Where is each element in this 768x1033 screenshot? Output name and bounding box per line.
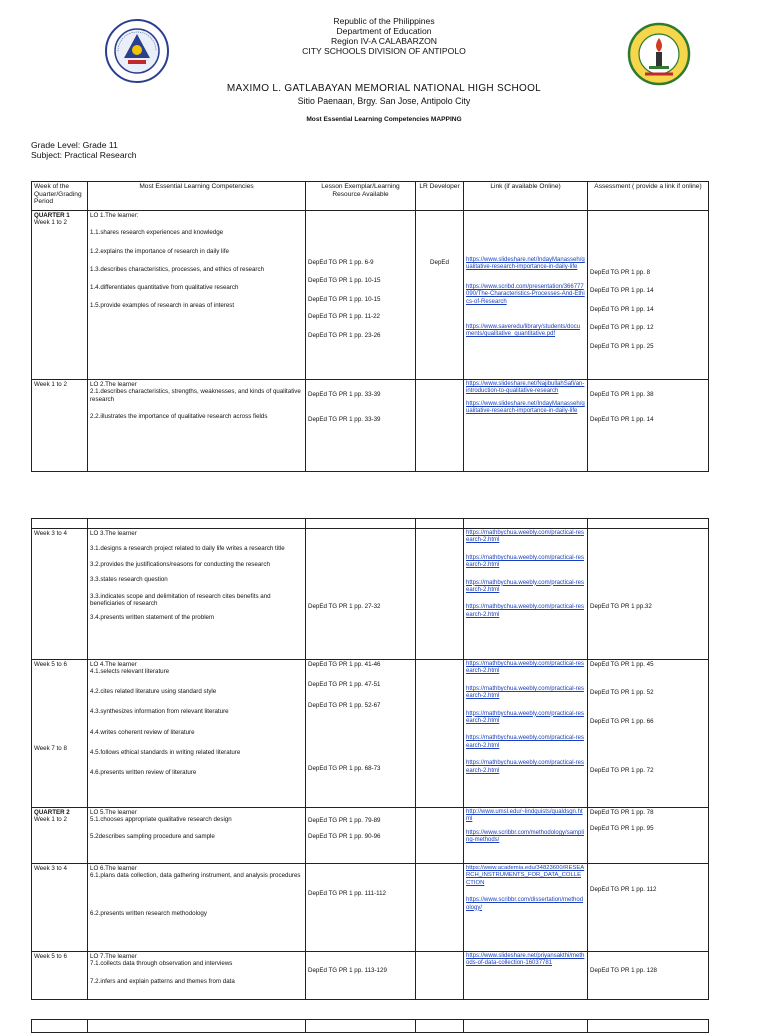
resource-item: DepEd TG PR 1 pp. 79-89 (308, 817, 381, 824)
assessment-item: DepEd TG PR 1 pp. 66 (590, 717, 654, 725)
assessment-item: DepEd TG PR 1 pp.32 (590, 603, 652, 610)
table-spacer-row (32, 519, 709, 529)
quarter-label: QUARTER 2 (34, 809, 70, 816)
resource-item: DepEd TG PR 1 pp. 47-51 (308, 681, 381, 689)
subject: Subject: Practical Research (31, 150, 137, 160)
resource-link[interactable]: https://mathbychua.weebly.com/practical-research-2.html (466, 685, 584, 700)
col-week-header: Week of the Quarter/Grading Period (32, 182, 88, 211)
competency-item: 4.2.cites related literature using standard style (90, 687, 217, 695)
competency-item: 3.3.indicates scope and delimitation of research cites benefits and beneficiaries of research (90, 592, 271, 608)
resource-item: DepEd TG PR 1 pp. 52-67 (308, 701, 381, 709)
resource-link[interactable]: https://mathbychua.weebly.com/practical-research-2.html (466, 735, 584, 749)
resource-item: DepEd TG PR 1 pp. 10-15 (308, 295, 381, 303)
competency-item: 2.2.illustrates the importance of qualitative research across fields (90, 413, 268, 421)
resource-link[interactable]: https://www.slideshare.net/priyansakthi/methods-of-data-collection-16037781 (466, 953, 585, 967)
resource-item: DepEd TG PR 1 pp. 6-9 (308, 259, 374, 266)
resource-link[interactable]: https://mathbychua.weebly.com/practical-research-2.html (466, 554, 584, 569)
assessment-item: DepEd TG PR 1 pp. 14 (590, 416, 654, 424)
assessment-item: DepEd TG PR 1 pp. 95 (590, 825, 654, 833)
competency-item: 2.1.describes characteristics, strengths, weaknesses, and kinds of qualitative research (90, 388, 301, 403)
week-label: Week 7 to 8 (34, 745, 67, 753)
resource-link[interactable]: https://www.academia.edu/34823600/RESEARCH_INSTRUMENTS_FOR_DATA_COLLECTION (466, 865, 585, 886)
header-line-3: Region IV-A CALABARZON (330, 36, 438, 46)
assessment-item: DepEd TG PR 1 pp. 78 (590, 809, 654, 816)
lo-label: LO 3.The learner (90, 530, 137, 537)
assessment-item: DepEd TG PR 1 pp. 25 (590, 342, 654, 350)
week-label: Week 1 to 2 (34, 816, 67, 824)
table-row (32, 380, 709, 472)
resource-link[interactable]: https://mathbychua.weebly.com/practical-research-2.html (466, 579, 584, 594)
competency-item: 4.5.follows ethical standards in writing related literature (90, 749, 241, 757)
resource-link[interactable]: https://mathbychua.weebly.com/practical-research-2.html (466, 661, 584, 675)
grade-level: Grade Level: Grade 11 (31, 140, 118, 150)
resource-link[interactable]: https://mathbychua.weebly.com/practical-research-2.html (466, 604, 584, 618)
resource-link[interactable]: https://mathbychua.weebly.com/practical-research-2.html (466, 710, 584, 725)
week-label: Week 5 to 6 (34, 661, 67, 668)
col-link-header: Link (if available Online) (464, 182, 588, 211)
week-label: Week 1 to 2 (34, 381, 67, 388)
resource-link[interactable]: https://www.slideshare.net/IndayManasseh/qualitative-research-importance-in-daily-life (466, 257, 585, 271)
competency-item: 3.2.provides the justifications/reasons for conducting the research (90, 560, 270, 568)
melc-table-page-1 (31, 181, 709, 472)
lr-developer: DepEd (430, 259, 449, 266)
header-line-2: Department of Education (336, 26, 432, 36)
resource-item: DepEd TG PR 1 pp. 10-15 (308, 277, 381, 285)
resource-link[interactable]: https://mathbychua.weebly.com/practical-research-2.html (466, 530, 584, 544)
table-row (32, 529, 709, 660)
school-seal-icon (627, 22, 691, 91)
table-row (32, 660, 709, 808)
resource-link[interactable]: https://www.slideshare.net/IndayManasseh/qualitative-research-importance-in-daily-life (466, 400, 585, 415)
lo-label: LO 2.The learner (90, 381, 137, 388)
quarter-label: QUARTER 1 (34, 212, 70, 219)
competency-item: 6.1.plans data collection, data gathering instrument, and analysis procedures (90, 872, 301, 880)
assessment-item: DepEd TG PR 1 pp. 45 (590, 661, 654, 668)
table-row (32, 211, 709, 380)
competency-item: 6.2.presents written research methodology (90, 909, 207, 917)
resource-link[interactable]: https://www.scribd.com/presentation/366777090/The-Characteristics-Processes-And-Ethics-of-Research (466, 283, 585, 305)
resource-item: DepEd TG PR 1 pp. 90-96 (308, 833, 381, 841)
competency-item: 7.1.collects data through observation and interviews (90, 960, 233, 968)
assessment-item: DepEd TG PR 1 pp. 128 (590, 967, 657, 974)
resource-item: DepEd TG PR 1 pp. 23-26 (308, 331, 381, 339)
lo-label: LO 7.The learner (90, 953, 137, 960)
lo-label: LO 6.The learner (90, 865, 137, 872)
competency-item: 1.5.provide examples of research in areas of interest (90, 302, 235, 310)
resource-link[interactable]: https://mathbychua.weebly.com/practical-research-2.html (466, 760, 584, 774)
assessment-item: DepEd TG PR 1 pp. 38 (590, 391, 654, 398)
lo-label: LO 5.The learner (90, 809, 137, 816)
melc-table-page-2 (31, 518, 709, 1000)
competency-item: 3.3.states research question (90, 576, 168, 584)
competency-item: 1.1.shares research experiences and knowledge (90, 229, 224, 237)
resource-link[interactable]: https://www.scribbr.com/methodology/sampling-methods/ (466, 829, 585, 844)
table-row (32, 864, 709, 952)
week-label: Week 1 to 2 (34, 219, 67, 227)
resource-item: DepEd TG PR 1 pp. 27-32 (308, 603, 381, 610)
resource-item: DepEd TG PR 1 pp. 68-73 (308, 765, 381, 773)
lo-label: LO 4.The learner (90, 661, 137, 668)
assessment-item: DepEd TG PR 1 pp. 112 (590, 886, 657, 893)
school-name: MAXIMO L. GATLABAYAN MEMORIAL NATIONAL HIGH SCHOOL (226, 83, 542, 94)
col-assessment-header: Assessment ( provide a link if online) (588, 182, 709, 211)
assessment-item: DepEd TG PR 1 pp. 52 (590, 689, 654, 697)
assessment-item: DepEd TG PR 1 pp. 14 (590, 305, 654, 313)
competency-item: 1.3.describes characteristics, processes, and ethics of research (90, 266, 265, 274)
competency-item: 4.3.synthesizes information from relevant literature (90, 708, 229, 716)
col-competencies-header: Most Essential Learning Competencies (88, 182, 306, 211)
competency-item: 1.4.differentiates quantitative from qualitative research (90, 283, 239, 291)
col-resource-header: Lesson Exemplar/Learning Resource Available (306, 182, 416, 211)
assessment-item: DepEd TG PR 1 pp. 72 (590, 767, 654, 775)
assessment-item: DepEd TG PR 1 pp. 8 (590, 269, 651, 276)
melc-table-page-3-edge (31, 1019, 709, 1033)
resource-item: DepEd TG PR 1 pp. 41-46 (308, 661, 381, 668)
competency-item: 3.1.designs a research project related to daily life writes a research title (90, 545, 285, 553)
resource-item: DepEd TG PR 1 pp. 33-39 (308, 416, 381, 424)
table-header-row (32, 182, 709, 211)
document-title: Most Essential Learning Competencies MAPPING (306, 116, 462, 123)
header-line-1: Republic of the Philippines (333, 16, 435, 26)
competency-item: 1.2.explains the importance of research in daily life (90, 247, 229, 255)
competency-item: 4.4.writes coherent review of literature (90, 728, 195, 736)
table-row (32, 808, 709, 864)
table-row (32, 952, 709, 1000)
week-label: Week 3 to 4 (34, 530, 67, 537)
lo-label: LO 1.The learner: (90, 212, 139, 219)
col-developer-header: LR Developer (416, 182, 464, 211)
assessment-item: DepEd TG PR 1 pp. 14 (590, 287, 654, 295)
resource-item: DepEd TG PR 1 pp. 111-112 (308, 890, 386, 897)
school-address: Sitio Paenaan, Brgy. San Jose, Antipolo City (297, 96, 471, 106)
resource-link[interactable]: https://www.scribbr.com/dissertation/methodology/ (466, 897, 584, 911)
resource-item: DepEd TG PR 1 pp. 33-39 (308, 391, 381, 398)
competency-item: 5.2describes sampling procedure and sample (90, 832, 215, 840)
week-label: Week 5 to 6 (34, 953, 67, 960)
resource-link[interactable]: http://www.umsl.edu/~lindquists/qualdsgn.html (466, 809, 583, 823)
competency-item: 4.1.selects relevant literature (90, 668, 170, 676)
week-label: Week 3 to 4 (34, 865, 67, 872)
competency-item: 3.4.presents written statement of the problem (90, 614, 215, 622)
assessment-item: DepEd TG PR 1 pp. 12 (590, 324, 654, 332)
resource-item: DepEd TG PR 1 pp. 113-129 (308, 967, 387, 974)
resource-item: DepEd TG PR 1 pp. 11-22 (308, 313, 380, 321)
header-line-4: CITY SCHOOLS DIVISION OF ANTIPOLO (302, 46, 466, 56)
competency-item: 7.2.infers and explain patterns and themes from data (90, 977, 235, 985)
resource-link[interactable]: https://www.slideshare.net/NajibullahSafi/an-introduction-to-qualitative-research (466, 381, 585, 395)
competency-item: 4.6.presents written review of literature (90, 769, 197, 777)
resource-link[interactable]: https://www.saveredu/library/students/documents/qualitative_quantitative.pdf (466, 324, 581, 338)
competency-item: 5.1.chooses appropriate qualitative research design (90, 816, 232, 824)
deped-seal-icon (104, 18, 170, 89)
